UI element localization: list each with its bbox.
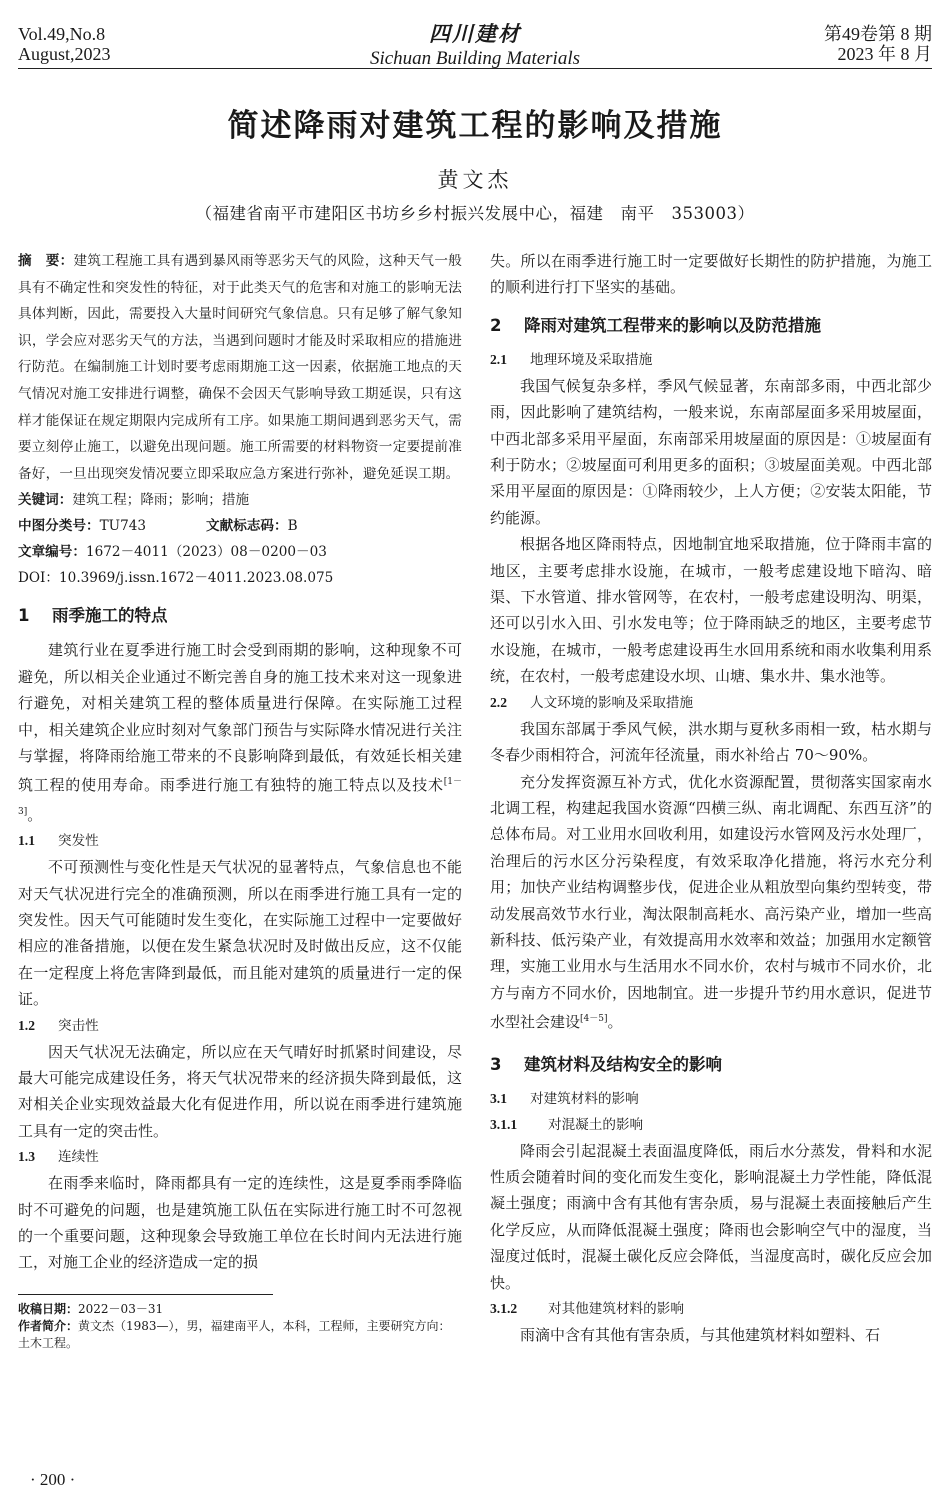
abstract-label: 摘 要： <box>18 253 74 269</box>
subsection-heading: 1.3 连续性 <box>18 1149 99 1166</box>
page-number: · 200 · <box>30 1470 76 1489</box>
subsection-heading: 1.1 突发性 <box>18 833 99 850</box>
citation: [4－5] <box>580 1014 608 1025</box>
journal-logo: 四川建材 <box>429 21 521 46</box>
document-code: 文献标志码：B <box>206 518 298 535</box>
header-rule <box>18 68 932 69</box>
subsection-heading: 2.2 人文环境的影响及采取措施 <box>490 694 694 711</box>
doi: DOI：10.3969/j.issn.1672－4011.2023.08.075 <box>18 570 334 587</box>
header-right <box>824 24 932 64</box>
subsection-2-2-paragraph-2: 充分发挥资源互补方式，优化水资源配置，贯彻落实国家南水北调工程，构建起我国水资源“四横三纵、南北调配、东西互济”的总体布局。对工业用水回收利用，如建设污水管网及污水处理厂，治理后的污水区分污染程度，有效采取净化措施，将污水充分利用；加快产业结构调整步伐，促进企业从粗放型向集约型转变，带动发展高效节水行业，淘汰限制高耗水、高污染产业，增加一些高新科技、低污染产业，有效提高用水效率和效益；加强用水定额管理，实施工业用水与生活用水不同水价，农村与城市不同水价，北方与南方不同水价，因地制宜。进一步提升节约用水意识，促进节水型社会建设[4－5]。 <box>490 772 932 1032</box>
article-meta <box>18 487 462 591</box>
volume-en: Vol.49,No.8 <box>18 24 106 44</box>
section-heading: 1 雨季施工的特点 <box>18 606 168 626</box>
subsubsection-heading: 3.1.1 对混凝土的影响 <box>490 1116 644 1133</box>
right-column <box>490 248 932 1348</box>
subsection-2-2-paragraph-1: 我国东部属于季风气候，洪水期与夏秋多雨相一致，枯水期与冬春少雨相符合，河流年径流量，雨水补给占 70～90%。 <box>490 719 932 765</box>
footnote-rule <box>18 1294 273 1295</box>
section-heading: 3 建筑材料及结构安全的影响 <box>490 1054 722 1074</box>
subsection-3-1-2-paragraph: 雨滴中含有其他有害杂质，与其他建筑材料如塑料、石 <box>520 1326 881 1344</box>
date-cn: 2023 年 8 月 <box>837 44 932 64</box>
section-heading: 2 降雨对建筑工程带来的影响以及防范措施 <box>490 315 821 335</box>
subsection-heading: 1.2 突击性 <box>18 1017 99 1034</box>
page-header <box>18 10 932 68</box>
subsection-2-1-paragraph-2: 根据各地区降雨特点，因地制宜地采取措施，位于降雨丰富的地区，主要考虑排水设施，在城市，一般考虑建设地下暗沟、暗渠、下水管道、排水管网等，在农村，一般考虑建设明沟、明渠，还可以引水入田、引水发电等；位于降雨缺乏的地区，主要考虑节水设施，在城市，一般考虑建设再生水回用系统和雨水收集利用系统，在农村，一般考虑建设水坝、山塘、集水井、集水池等。 <box>490 535 932 686</box>
header-center <box>18 18 932 70</box>
author-affiliation: （福建省南平市建阳区书坊乡乡村振兴发展中心，福建 南平 353003） <box>195 204 755 223</box>
keywords: 关键词：建筑工程；降雨；影响；措施 <box>18 492 250 509</box>
subsection-2-1-paragraph-1: 我国气候复杂多样，季风气候显著，东南部多雨，中西北部少雨，因此影响了建筑结构，一般来说，东南部屋面多采用坡屋面，中西北部多采用平屋面，东南部采用坡屋面的原因是：①坡屋面有利于防水；②坡屋面可利用更多的面积；③坡屋面美观。中西北部采用平屋面的原因是：①降雨较少，上人方便；②安装太阳能，节约能源。 <box>490 376 932 527</box>
subsection-1-1-paragraph: 不可预测性与变化性是天气状况的显著特点，气象信息也不能对天气状况进行完全的准确预测，所以在雨季进行施工具有一定的突发性。因天气可能随时发生变化，在实际施工过程中一定要做好相应的准备措施，以便在发生紧急状况时及时做出反应，这不仅能在一定程度上将危害降到最低，而且能对建筑的质量进行一定的保证。 <box>18 858 462 1009</box>
clc-number: 中图分类号：TU743 <box>18 518 147 535</box>
subsection-3-1-1-paragraph: 降雨会引起混凝土表面温度降低，雨后水分蒸发，骨料和水泥性质会随着时间的变化而发生变化，影响混凝土力学性能，降低混凝土强度；雨滴中含有其他有害杂质，易与混凝土表面接触后产生化学反应，从而降低混凝土强度；降雨也会影响空气中的湿度，当湿度过低时，混凝土碳化反应会降低，当湿度高时，碳化反应会加快。 <box>490 1141 932 1292</box>
volume-cn: 第49卷第 8 期 <box>824 24 932 44</box>
article-number: 文章编号：1672－4011（2023）08－0200－03 <box>18 544 327 561</box>
subsection-heading: 2.1 地理环境及采取措施 <box>490 351 653 368</box>
abstract <box>18 248 462 487</box>
subsection-1-3-paragraph: 在雨季来临时，降雨都具有一定的连续性，这是夏季雨季降临时不可避免的问题，也是建筑施工队伍在实际进行施工时不可忽视的一个重要问题，这种现象会导致施工单位在长时间内无法进行施工，对施工企业的经济造成一定的损 <box>18 1174 462 1272</box>
date-en: August,2023 <box>18 44 111 64</box>
subsection-1-2-paragraph: 因天气状况无法确定，所以应在天气晴好时抓紧时间建设，尽最大可能完成建设任务，将天气状况带来的经济损失降到最低，这对相关企业实现效益最大化有促进作用，所以说在雨季进行建筑施工具有一定的突击性。 <box>18 1042 462 1140</box>
continued-paragraph: 失。所以在雨季进行施工时一定要做好长期性的防护措施，为施工的顺利进行打下坚实的基础。 <box>490 252 932 297</box>
subsection-heading: 3.1 对建筑材料的影响 <box>490 1090 639 1107</box>
abstract-text: 建筑工程施工具有遇到暴风雨等恶劣天气的风险，这种天气一般具有不确定性和突发性的特征，对于此类天气的危害和对施工的影响无法具体判断，因此，需要投入大量时间研究气象信息。只有足够了解气象知识，学会应对恶劣天气的方法，当遇到问题时才能及时采取相应的措施进行防范。在编制施工计划时要考虑雨期施工这一因素，依据施工地点的天气情况对施工安排进行调整，确保不会因天气影响导致工期延误，只有这样才能保证在规定期限内完成所有工序。如果施工期间遇到恶劣天气，需要立刻停止施工，以避免出现问题。施工所需要的材料物资一定要提前准备好，一旦出现突发情况要立即采取应急方案进行弥补，避免延误工期。 <box>18 253 462 482</box>
author-name: 黄文杰 <box>437 168 513 192</box>
journal-name-en: Sichuan Building Materials <box>369 48 581 69</box>
section-1-paragraph: 建筑行业在夏季进行施工时会受到雨期的影响，这种现象不可避免，所以相关企业通过不断完善自身的施工技术来对这一现象进行避免，对相关建筑工程的整体质量进行保障。在实际施工过程中，相关建筑企业应时刻对气象部门预告与实际降水情况进行关注与掌握，将降雨给施工带来的不良影响降到最低，有效延长相关建筑工程的使用寿命。雨季进行施工有独特的施工特点以及技术[1－3]。 <box>18 641 462 824</box>
footnote <box>18 1301 462 1352</box>
left-column <box>18 248 462 1352</box>
classification-row <box>18 513 462 539</box>
citation: [1－3] <box>18 777 462 817</box>
subsubsection-heading: 3.1.2 对其他建筑材料的影响 <box>490 1301 684 1317</box>
received-date: 收稿日期：2022－03－31 <box>18 1301 164 1316</box>
author-bio: 作者简介：黄文杰（1983—），男，福建南平人，本科，工程师，主要研究方向：土木工程。 <box>18 1318 451 1350</box>
paper-title: 简述降雨对建筑工程的影响及措施 <box>227 108 723 144</box>
